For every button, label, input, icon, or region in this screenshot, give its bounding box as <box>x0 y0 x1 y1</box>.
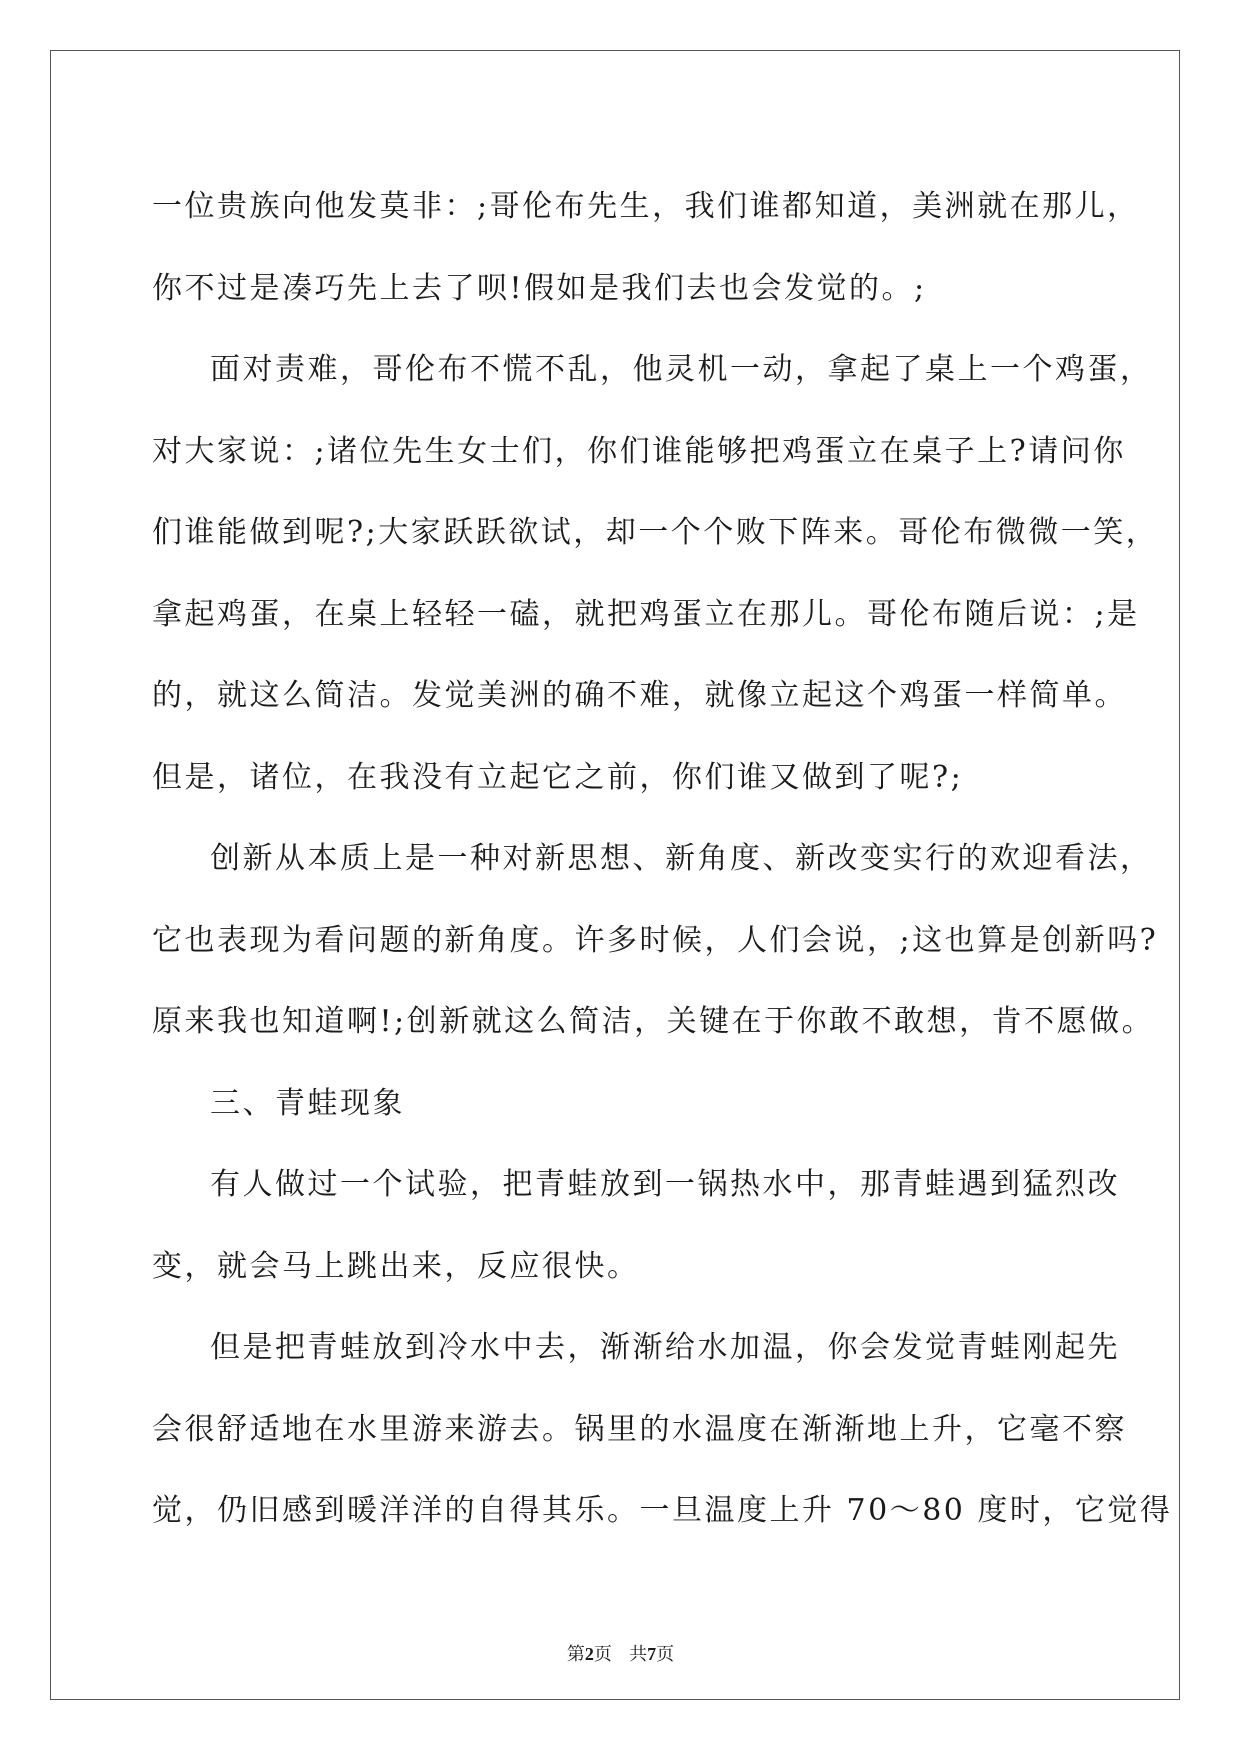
text-line: 们谁能做到呢?;大家跃跃欲试，却一个个败下阵来。哥伦布微微一笑， <box>152 515 1159 550</box>
text-line: 的，就这么简洁。发觉美洲的确不难，就像立起这个鸡蛋一样简单。 <box>152 678 1127 713</box>
document-body <box>152 166 1173 1552</box>
text-line: 但是，诸位，在我没有立起它之前，你们谁又做到了呢?; <box>152 759 964 795</box>
text-line: 觉，仍旧感到暖洋洋的自得其乐。一旦温度上升 70～80 度时，它觉得 <box>152 1493 1173 1528</box>
footer-middle: 页 共 <box>593 1644 648 1665</box>
text-line: 变，就会马上跳出来，反应很快。 <box>152 1248 640 1284</box>
paragraph <box>152 818 1159 1063</box>
text-line: 但是把青蛙放到冷水中去，渐渐给水加温，你会发觉青蛙刚起先 <box>210 1330 1120 1365</box>
footer-prefix: 第 <box>566 1644 585 1665</box>
page-number: 2 <box>584 1644 594 1664</box>
text-line: 它也表现为看问题的新角度。许多时候，人们会说，;这也算是创新吗? <box>152 922 1159 958</box>
text-line: 面对责难，哥伦布不慌不乱，他灵机一动，拿起了桌上一个鸡蛋， <box>210 352 1153 387</box>
paragraph <box>152 1307 1173 1552</box>
text-line: 一位贵族向他发莫非：;哥伦布先生，我们谁都知道，美洲就在那儿， <box>152 189 1140 224</box>
text-line: 对大家说：;诸位先生女士们，你们谁能够把鸡蛋立在桌子上?请问你 <box>152 433 1126 469</box>
text-line: 拿起鸡蛋，在桌上轻轻一磕，就把鸡蛋立在那儿。哥伦布随后说：;是 <box>152 596 1140 632</box>
text-line: 会很舒适地在水里游来游去。锅里的水温度在渐渐地上升，它毫不察 <box>152 1411 1127 1447</box>
text-line: 原来我也知道啊!;创新就这么简洁，关键在于你敢不敢想，肯不愿做。 <box>152 1004 1155 1039</box>
text-line: 创新从本质上是一种对新思想、新角度、新改变实行的欢迎看法， <box>210 841 1153 876</box>
paragraph <box>152 166 1140 329</box>
paragraph <box>152 1144 1120 1307</box>
text-line: 三、青蛙现象 <box>210 1085 405 1121</box>
text-line: 有人做过一个试验，把青蛙放到一锅热水中，那青蛙遇到猛烈改 <box>210 1167 1120 1202</box>
text-line: 你不过是凑巧先上去了呗!假如是我们去也会发觉的。; <box>152 270 927 306</box>
page-footer <box>0 1640 1241 1666</box>
total-pages: 7 <box>647 1644 657 1664</box>
section-heading <box>152 1063 1092 1145</box>
footer-suffix: 页 <box>656 1644 675 1665</box>
paragraph <box>152 329 1159 818</box>
